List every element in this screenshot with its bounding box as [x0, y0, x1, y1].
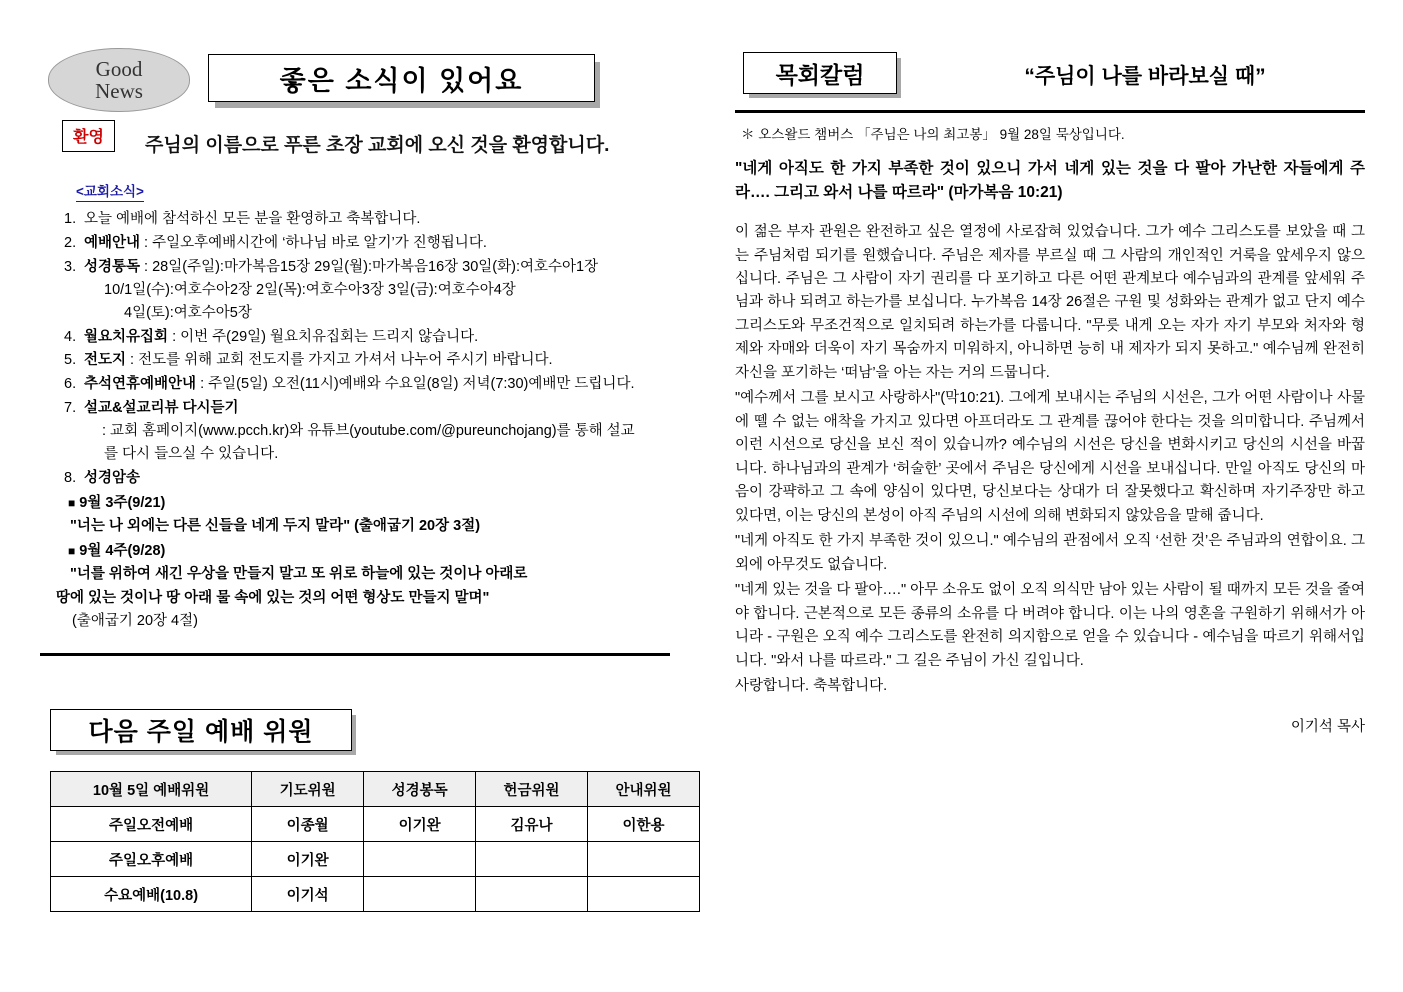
good-news-badge	[48, 48, 190, 112]
memory-week-1	[68, 492, 700, 515]
good-news-header	[40, 40, 700, 118]
duty-title: 다음 주일 예배 위원	[50, 709, 352, 751]
column-header: 헌금위원	[476, 772, 588, 807]
column-label: 목회칼럼	[743, 52, 897, 94]
column-header: 10월 5일 예배위원	[51, 772, 252, 807]
table-cell: 이기완	[252, 842, 364, 877]
notice-list	[64, 208, 700, 490]
item-text: : 전도를 위해 교회 전도지를 가지고 가셔서 나누어 주시기 바랍니다.	[126, 352, 553, 369]
column-title: “주님이 나를 바라보실 때”	[1024, 65, 1266, 88]
memory-verse-1: "너는 나 외에는 다른 신들을 네게 두지 말라" (출애굽기 20장 3절)	[70, 518, 481, 535]
table-cell	[588, 842, 700, 877]
right-column	[735, 50, 1365, 736]
welcome-badge: 환영	[62, 120, 115, 152]
table-cell: 이종월	[252, 807, 364, 842]
memory-verse-2-line1: "너를 위하여 새긴 우상을 만들지 말고 또 위로 하늘에 있는 것이나 아래로	[70, 566, 528, 583]
list-item	[64, 373, 700, 396]
list-item	[64, 208, 700, 231]
left-column	[40, 40, 700, 656]
column-header: 성경봉독	[364, 772, 476, 807]
table-header-row	[51, 772, 700, 807]
column-header-area	[735, 50, 1365, 108]
item-text-line2: 10/1일(수):여호수아2장 2일(목):여호수아3장 3일(금):여호수아4장	[104, 281, 516, 298]
item-label: 추석연휴예배안내	[84, 376, 197, 393]
memory-week-label: 9월 3주(9/21)	[79, 494, 166, 511]
banner-title: 좋은 소식이 있어요	[208, 54, 595, 102]
table-row	[51, 842, 700, 877]
item-text: : 주일(5일) 오전(11시)예배와 수요일(8일) 저녁(7:30)예배만 드립니다.	[196, 376, 635, 393]
paragraph: "네게 있는 것을 다 팔아…." 아무 소유도 없이 오직 의식만 남아 있는 사람이 될 때까지 모든 것을 줄여야 합니다. 근본적으로 모든 종류의 소유를 다 버려야 합니다. 이는 나의 영혼을 구원하기 위해서가 아니라 - 구원은 오직 예수 그리스도를 완전히 의지함으로 얻을 수 있습니다 - 예수님을 따르기 위해서입니다. "와서 나를 따르라." 그 길은 주님이 가신 길입니다.	[735, 582, 1365, 669]
item-label: 예배안내	[84, 234, 141, 251]
column-lead-verse: "네게 아직도 한 가지 부족한 것이 있으니 가서 네게 있는 것을 다 팔아 가난한 자들에게 주라…. 그리고 와서 나를 따르라" (마가복음 10:21)	[735, 160, 1365, 202]
table-cell: 이한용	[588, 807, 700, 842]
paragraph: 이 젊은 부자 관원은 완전하고 싶은 열정에 사로잡혀 있었습니다. 그가 예수 그리스도를 보았을 때 그는 주님처럼 되기를 원했습니다. 주님은 제자를 부르실 때 그 사람의 개인적인 거룩을 앞세우지 않으십니다. 주님은 그 사람이 자기 권리를 다 포기하고 다른 어떤 관계보다 예수님과의 관계를 앞세워 주님과 하나 되려고 하는가를 보십니다. 누가복음 14장 26절은 구원 및 성화와는 관계가 없고 단지 예수 그리스도와 무조건적으로 일치되려 하는가를 다룹니다. "무릇 내게 오는 자가 자기 부모와 처자와 형제와 자매와 더욱이 자기 목숨까지 미워하지, 아니하면 능히 내 제자가 되지 못하고." 예수님께 완전히 자신을 포기하는 ‘떠남’을 아는 자는 거의 드뭅니다.	[735, 224, 1365, 381]
table-cell	[476, 842, 588, 877]
memory-verse-2-ref: (출애굽기 20장 4절)	[72, 612, 198, 629]
table-cell: 수요예배(10.8)	[51, 877, 252, 912]
item-label: 설교&설교리뷰 다시듣기	[84, 400, 239, 417]
table-cell	[476, 877, 588, 912]
column-divider	[735, 110, 1365, 113]
item-number: 8.	[64, 469, 77, 486]
table-cell: 이기석	[252, 877, 364, 912]
column-body	[735, 221, 1365, 699]
list-item	[64, 467, 700, 490]
item-label: 전도지	[84, 352, 127, 369]
item-text-line2: : 교회 홈페이지(www.pcch.kr)와 유튜브(youtube.com/@pureunchojang)를 통해 설교	[102, 423, 635, 440]
notice-heading: <교회소식>	[76, 180, 144, 202]
duty-section	[40, 705, 700, 912]
table-cell	[588, 877, 700, 912]
duty-title-wrap	[40, 705, 700, 757]
item-number: 5.	[64, 352, 77, 369]
table-cell: 김유나	[476, 807, 588, 842]
section-divider	[40, 653, 670, 656]
item-text-line3: 를 다시 들으실 수 있습니다.	[104, 446, 279, 463]
good-news-line2: News	[95, 79, 143, 103]
item-text: : 주일오후예배시간에 ‘하나님 바로 알기’가 진행됩니다.	[140, 234, 487, 251]
column-header: 안내위원	[588, 772, 700, 807]
item-number: 6.	[64, 376, 77, 393]
item-label: 성경암송	[84, 469, 141, 486]
table-cell	[364, 842, 476, 877]
item-text: : 이번 주(29일) 월요치유집회는 드리지 않습니다.	[168, 328, 479, 345]
memory-week-label: 9월 4주(9/28)	[79, 543, 166, 560]
table-row	[51, 807, 700, 842]
welcome-row	[40, 120, 700, 166]
column-header: 기도위원	[252, 772, 364, 807]
table-row	[51, 877, 700, 912]
item-number: 7.	[64, 400, 77, 417]
table-cell	[364, 877, 476, 912]
item-text: 오늘 예배에 참석하신 모든 분을 환영하고 축복합니다.	[84, 211, 421, 227]
item-text-line3: 4일(토):여호수아5장	[124, 304, 252, 321]
welcome-text: 주님의 이름으로 푸른 초장 교회에 오신 것을 환영합니다.	[145, 135, 610, 156]
paragraph: "예수께서 그를 보시고 사랑하사"(막10:21). 그에게 보내시는 주님의 시선은, 그가 어떤 사람이나 사물에 뗄 수 없는 애착을 가지고 있다면 아프더라도 그 관계를 끊어야 한다는 것을 의미합니다. 주님께서 이런 시선으로 당신을 보신 적이 있습니까? 예수님의 시선은 당신을 변화시키고 당신의 시선을 바꿉니다. 하나님과의 관계가 ‘허술한’ 곳에서 주님은 당신에게 시선을 보내십니다. 만일 아직도 당신의 마음이 강퍅하고 그 속에 양심이 있다면, 당신보다는 상대가 더 잘못했다고 확신하며 자기주장만 하고 있다면, 이는 당신의 본성이 아직 주님의 시선에 의해 변화되지 않았음을 말해 줍니다.	[735, 390, 1365, 524]
item-number: 3.	[64, 258, 77, 275]
list-item	[64, 326, 700, 349]
item-number: 4.	[64, 328, 77, 345]
memory-verse-block	[56, 492, 700, 633]
table-cell: 이기완	[364, 807, 476, 842]
table-cell: 주일오후예배	[51, 842, 252, 877]
column-source: ＊ 오스왈드 챔버스 「주님은 나의 최고봉」 9월 28일 묵상입니다.	[741, 127, 1125, 142]
duty-table	[50, 771, 700, 912]
good-news-line1: Good	[95, 56, 143, 81]
memory-verse-2-line2: 땅에 있는 것이나 땅 아래 물 속에 있는 것의 어떤 형상도 만들지 말며"	[56, 589, 490, 606]
list-item	[64, 349, 700, 372]
paragraph: 사랑합니다. 축복합니다.	[735, 678, 888, 695]
item-number: 1.	[64, 211, 77, 227]
memory-week-2	[68, 540, 700, 563]
list-item	[64, 397, 700, 466]
item-label: 월요치유집회	[84, 328, 169, 345]
item-number: 2.	[64, 234, 77, 251]
column-signature: 이기석 목사	[1290, 718, 1365, 735]
bullet-square-icon: ■	[68, 544, 76, 559]
item-text: : 28일(주일):마가복음15장 29일(월):마가복음16장 30일(화):여호수아1장	[140, 258, 599, 275]
paragraph: "네게 아직도 한 가지 부족한 것이 있으니." 예수님의 관점에서 오직 ‘선한 것’은 주님과의 연합이요. 그 외에 아무것도 없습니다.	[735, 533, 1365, 573]
list-item	[64, 232, 700, 255]
bullet-square-icon: ■	[68, 495, 76, 510]
item-label: 성경통독	[84, 258, 141, 275]
list-item	[64, 256, 700, 325]
table-cell: 주일오전예배	[51, 807, 252, 842]
